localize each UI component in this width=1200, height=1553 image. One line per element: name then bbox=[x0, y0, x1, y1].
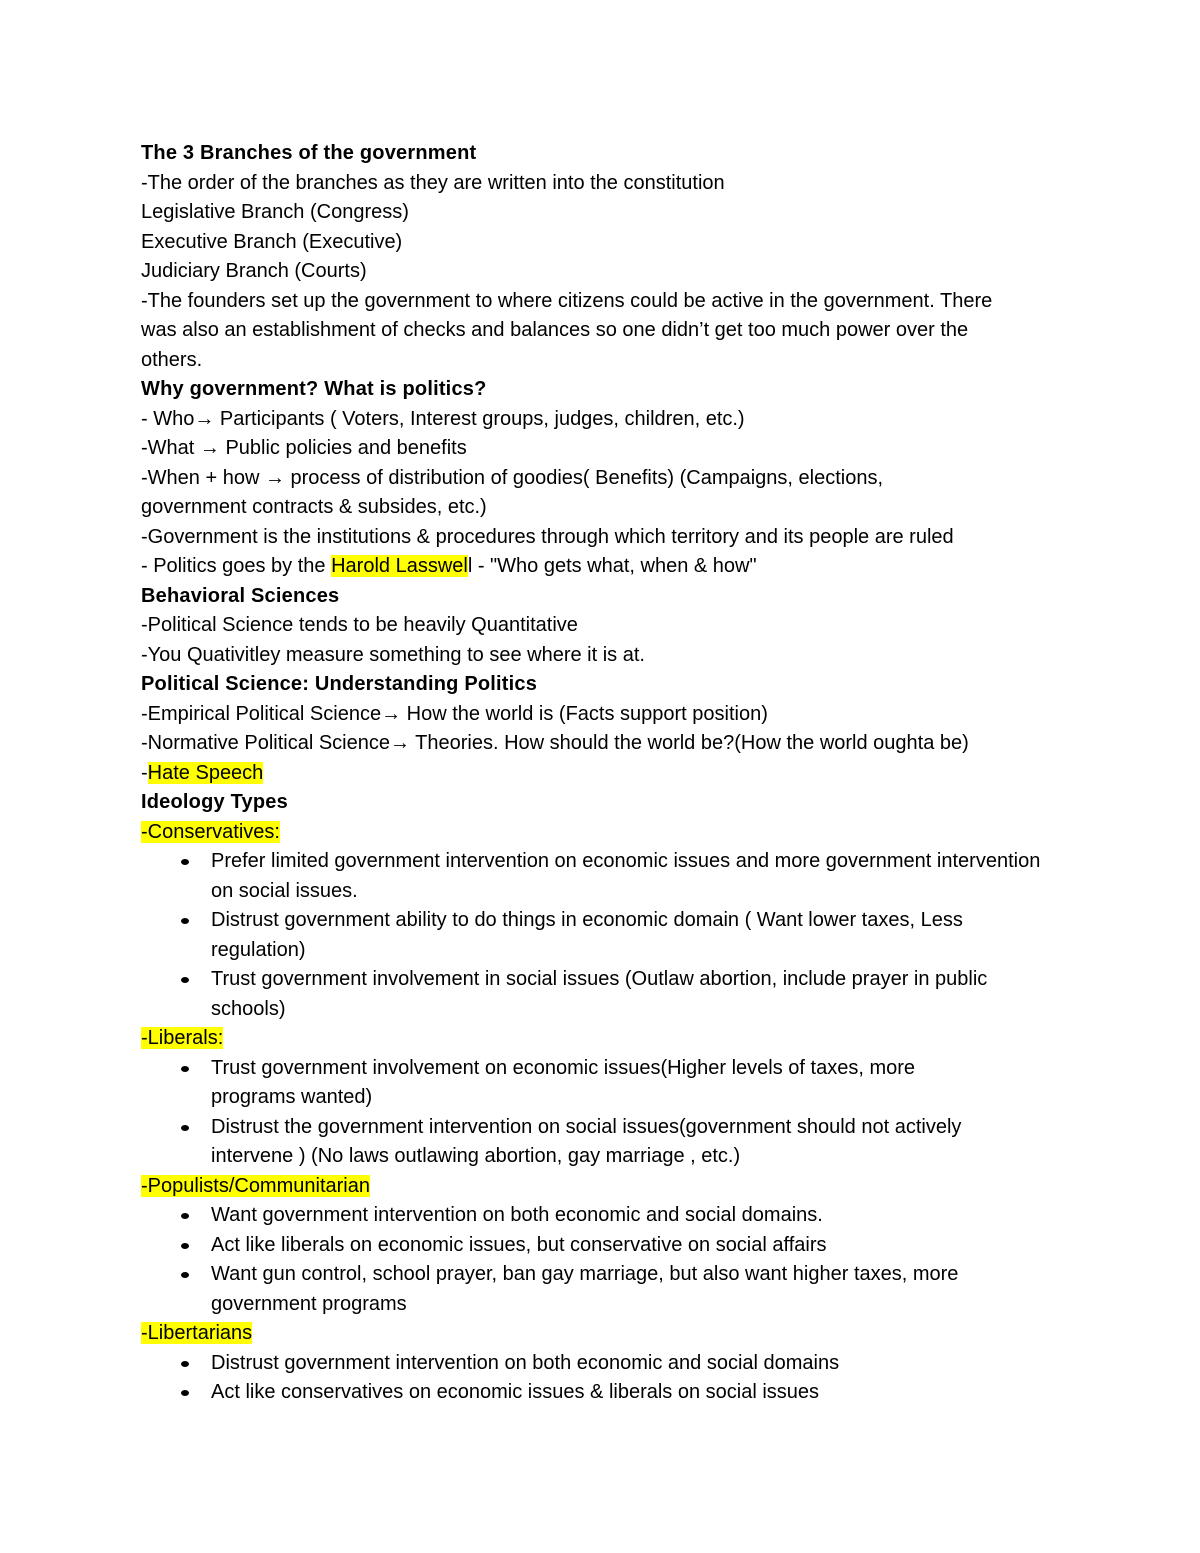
conservatives-bullet: Prefer limited government intervention on economic issues and more government intervention on social issues. bbox=[211, 847, 1061, 906]
libertarians-bullet: Distrust government intervention on both economic and social domains bbox=[211, 1349, 1061, 1379]
why-line-when-how: -When + how → process of distribution of goodies( Benefits) (Campaigns, elections, government contracts & subsides, etc.) bbox=[141, 466, 884, 518]
populists-highlight: -Populists/Communitarian bbox=[141, 1174, 370, 1197]
libertarians-highlight: -Libertarians bbox=[141, 1322, 253, 1344]
branches-line-order: -The order of the branches as they are written into the constitution bbox=[141, 171, 725, 194]
branches-line-executive: Executive Branch (Executive) bbox=[141, 230, 403, 253]
liberals-bullet: Distrust the government intervention on social issues(government should not actively intervene ) (No laws outlawing abortion, gay marriage , etc.) bbox=[211, 1113, 1031, 1172]
heading-political-science: Political Science: Understanding Politics bbox=[141, 673, 538, 695]
libertarians-bullet-list bbox=[141, 1349, 1061, 1408]
lasswell-suffix: l - "Who gets what, when & how" bbox=[467, 555, 757, 577]
ideology-libertarians-label bbox=[141, 1319, 1081, 1349]
hate-speech-highlight: Hate Speech bbox=[147, 761, 264, 784]
ideology-liberals-label bbox=[141, 1024, 1081, 1054]
heading-why-government: Why government? What is politics? bbox=[141, 378, 487, 400]
why-line-lasswell bbox=[141, 552, 1081, 582]
document-page bbox=[141, 139, 1081, 1408]
branches-line-legislative: Legislative Branch (Congress) bbox=[141, 201, 409, 223]
liberals-bullet: Trust government involvement on economic issues(Higher levels of taxes, more programs wanted) bbox=[211, 1054, 991, 1113]
populists-bullet: Act like liberals on economic issues, but conservative on social affairs bbox=[211, 1231, 1041, 1261]
conservatives-bullet: Trust government involvement in social issues (Outlaw abortion, include prayer in public schools) bbox=[211, 965, 1061, 1024]
why-line-what: -What → Public policies and benefits bbox=[141, 437, 467, 459]
populists-bullet: Want government intervention on both economic and social domains. bbox=[211, 1201, 1041, 1231]
ideology-conservatives-label bbox=[141, 818, 1081, 848]
heading-behavioral-sciences: Behavioral Sciences bbox=[141, 584, 340, 607]
populists-bullet-list bbox=[141, 1201, 1041, 1319]
conservatives-bullet: Distrust government ability to do things in economic domain ( Want lower taxes, Less regulation) bbox=[211, 906, 1061, 965]
hate-speech-dash: - bbox=[141, 761, 148, 784]
conservatives-bullet-list bbox=[141, 847, 1061, 1024]
behavioral-line-quantitative: -Political Science tends to be heavily Quantitative bbox=[141, 614, 578, 636]
polsci-line-normative: -Normative Political Science→ Theories. How should the world be?(How the world oughta be) bbox=[141, 732, 969, 754]
conservatives-highlight: -Conservatives: bbox=[141, 820, 280, 843]
populists-bullet: Want gun control, school prayer, ban gay marriage, but also want higher taxes, more government programs bbox=[211, 1260, 1041, 1319]
why-line-government-definition: -Government is the institutions & procedures through which territory and its people are ruled bbox=[141, 525, 954, 548]
why-line-who: - Who→ Participants ( Voters, Interest groups, judges, children, etc.) bbox=[141, 407, 745, 430]
liberals-bullet-list bbox=[141, 1054, 1031, 1172]
libertarians-bullet: Act like conservatives on economic issues & liberals on social issues bbox=[211, 1378, 1061, 1408]
branches-line-judiciary: Judiciary Branch (Courts) bbox=[141, 260, 367, 282]
behavioral-line-measure: -You Quativitley measure something to see where it is at. bbox=[141, 643, 645, 666]
branches-line-founders: -The founders set up the government to where citizens could be active in the government. There was also an establishment of checks and balances so one didn’t get too much power over the others. bbox=[141, 289, 993, 371]
lasswell-prefix: - Politics goes by the bbox=[141, 555, 332, 577]
heading-ideology-types: Ideology Types bbox=[141, 791, 288, 813]
liberals-highlight: -Liberals: bbox=[141, 1027, 224, 1049]
lasswell-name-highlight: Harold Lasswel bbox=[331, 555, 468, 577]
heading-branches: The 3 Branches of the government bbox=[141, 142, 477, 164]
polsci-line-hate-speech bbox=[141, 759, 1081, 789]
polsci-line-empirical: -Empirical Political Science→ How the world is (Facts support position) bbox=[141, 702, 768, 725]
ideology-populists-label bbox=[141, 1172, 1081, 1202]
